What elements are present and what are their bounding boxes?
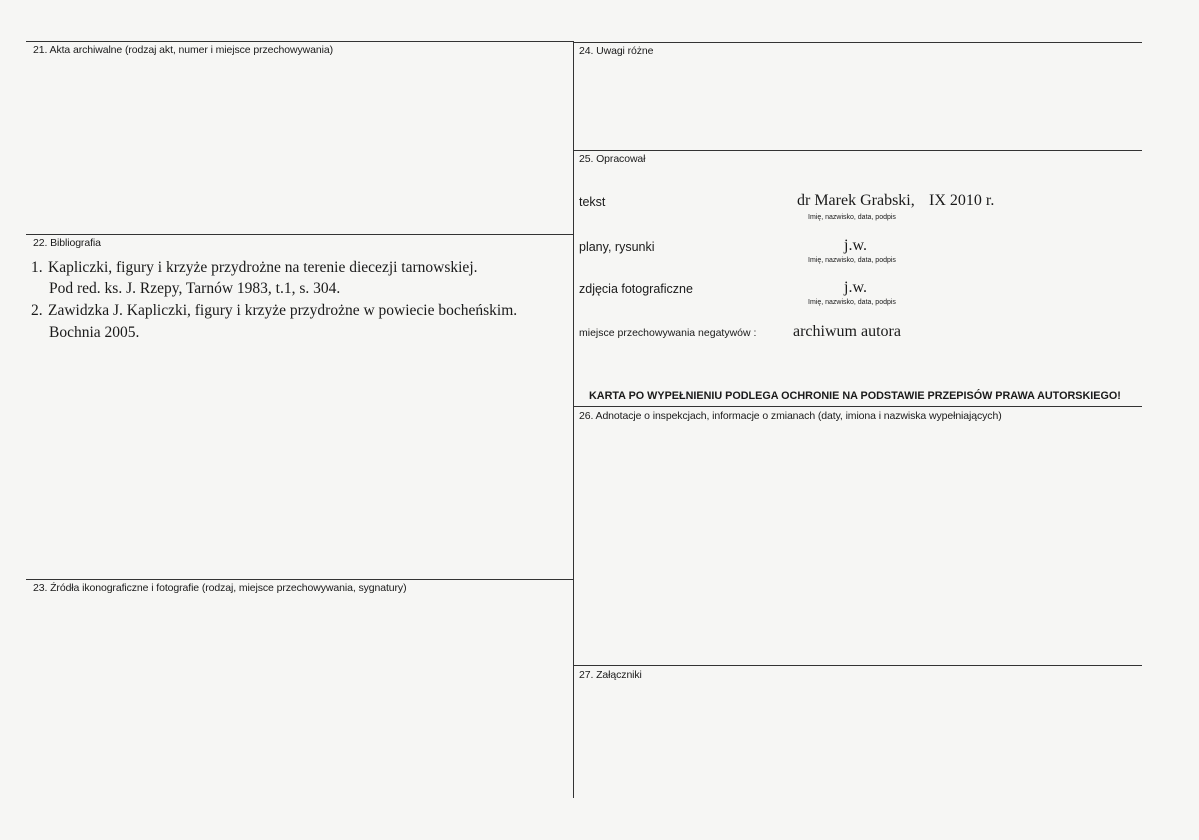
plans-value: j.w. — [844, 237, 867, 254]
bibliography-entry-2-line2: Bochnia 2005. — [49, 324, 140, 341]
author-text-caption: Imię, nazwisko, data, podpis — [808, 214, 896, 221]
rule-23 — [26, 579, 574, 580]
author-text-value: dr Marek Grabski, — [797, 192, 915, 209]
copyright-notice: KARTA PO WYPEŁNIENIU PODLEGA OCHRONIE NA PODSTAWIE PRZEPISÓW PRAWA AUTORSKIEGO! — [589, 390, 1121, 402]
bibliography-entry-1-line1: Kapliczki, figury i krzyże przydrożne na terenie diecezji tarnowskiej. — [48, 259, 478, 276]
bibliography-entry-2-line1: Zawidzka J. Kapliczki, figury i krzyże przydrożne w powiecie bocheńskim. — [48, 302, 518, 319]
bibliography-entry-2-num: 2. — [31, 302, 43, 319]
negatives-label: miejsce przechowywania negatywów : — [579, 327, 757, 339]
section-22-label: 22. Bibliografia — [33, 237, 101, 249]
photos-label: zdjęcia fotograficzne — [579, 282, 693, 296]
center-divider — [573, 41, 574, 798]
photos-caption: Imię, nazwisko, data, podpis — [808, 299, 896, 306]
section-26-label: 26. Adnotacje o inspekcjach, informacje o zmianach (daty, imiona i nazwiska wypełniających) — [579, 410, 1002, 422]
rule-22 — [26, 234, 574, 235]
section-24-label: 24. Uwagi różne — [579, 45, 654, 57]
plans-label: plany, rysunki — [579, 240, 655, 254]
bibliography-entry-1-line2: Pod red. ks. J. Rzepy, Tarnów 1983, t.1, s. 304. — [49, 280, 341, 297]
rule-25 — [574, 150, 1142, 151]
section-27-label: 27. Załączniki — [579, 669, 642, 681]
top-rule-right — [574, 42, 1142, 43]
author-text-date: IX 2010 r. — [929, 192, 995, 209]
rule-27 — [574, 665, 1142, 666]
top-rule-left — [26, 41, 574, 42]
bibliography-entry-1-num: 1. — [31, 259, 43, 276]
rule-26 — [574, 406, 1142, 407]
author-text-label: tekst — [579, 195, 606, 209]
negatives-value: archiwum autora — [793, 323, 901, 340]
section-25-label: 25. Opracował — [579, 153, 646, 165]
photos-value: j.w. — [844, 279, 867, 296]
section-21-label: 21. Akta archiwalne (rodzaj akt, numer i miejsce przechowywania) — [33, 44, 333, 56]
plans-caption: Imię, nazwisko, data, podpis — [808, 257, 896, 264]
section-23-label: 23. Źródła ikonograficzne i fotografie (rodzaj, miejsce przechowywania, sygnatury) — [33, 582, 407, 594]
